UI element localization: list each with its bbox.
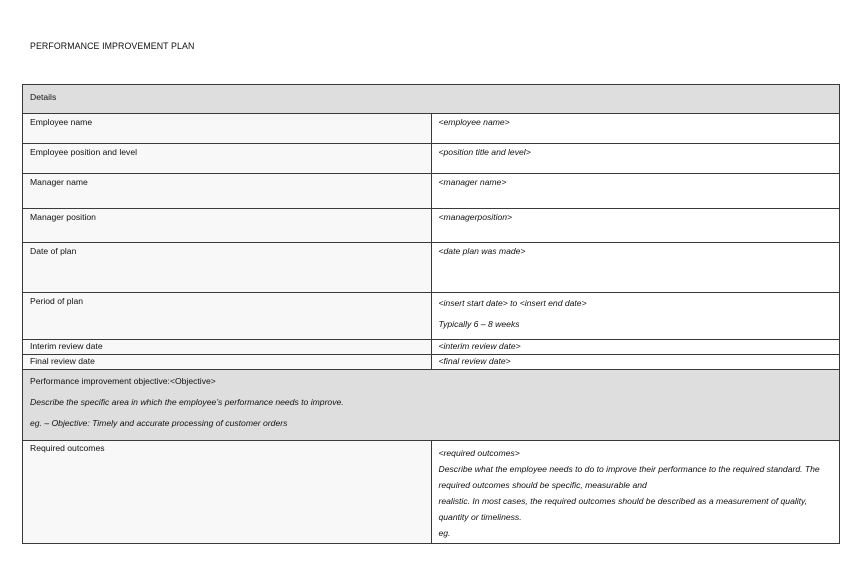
- manager-position-value[interactable]: <managerposition>: [431, 209, 840, 243]
- document-title: PERFORMANCE IMPROVEMENT PLAN: [30, 41, 195, 51]
- details-header-row: [23, 85, 840, 114]
- period-of-plan-row: [23, 293, 840, 340]
- interim-review-label: Interim review date: [23, 340, 432, 355]
- objective-cell[interactable]: [23, 370, 840, 441]
- manager-name-value[interactable]: <manager name>: [431, 174, 840, 209]
- objective-heading: [30, 376, 832, 387]
- required-outcomes-placeholder: <required outcomes>: [438, 448, 520, 458]
- manager-name-label: Manager name: [23, 174, 432, 209]
- objective-example: eg. – Objective: Timely and accurate processing of customer orders: [30, 418, 288, 428]
- interim-review-row: [23, 340, 840, 355]
- period-of-plan-cell[interactable]: [431, 293, 840, 340]
- employee-name-row: [23, 114, 840, 144]
- objective-label: Performance improvement objective:: [30, 376, 170, 386]
- details-header: Details: [23, 85, 840, 114]
- employee-position-value[interactable]: <position title and level>: [431, 144, 840, 174]
- required-outcomes-example: eg.: [438, 528, 451, 538]
- date-of-plan-label: Date of plan: [23, 243, 432, 293]
- objective-placeholder: <Objective>: [169, 376, 216, 386]
- employee-name-label: Employee name: [23, 114, 432, 144]
- manager-position-label: Manager position: [23, 209, 432, 243]
- date-of-plan-row: [23, 243, 840, 293]
- final-review-value[interactable]: <final review date>: [431, 355, 840, 370]
- date-of-plan-value[interactable]: <date plan was made>: [431, 243, 840, 293]
- period-of-plan-note: Typically 6 – 8 weeks: [438, 319, 520, 329]
- interim-review-value[interactable]: <interim review date>: [431, 340, 840, 355]
- period-of-plan-value: <insert start date> to <insert end date>: [438, 298, 587, 308]
- objective-row: [23, 370, 840, 441]
- required-outcomes-description-1: Describe what the employee needs to do to improve their performance to the required standard. The required outcomes should be specific, measurable and: [438, 464, 820, 490]
- final-review-row: [23, 355, 840, 370]
- manager-position-row: [23, 209, 840, 243]
- period-of-plan-label: Period of plan: [23, 293, 432, 340]
- required-outcomes-cell[interactable]: [431, 441, 840, 544]
- objective-description: Describe the specific area in which the employee’s performance needs to improve.: [30, 397, 344, 407]
- required-outcomes-description-2: realistic. In most cases, the required outcomes should be described as a measurement of quality, quantity or timeliness.: [438, 496, 808, 522]
- manager-name-row: [23, 174, 840, 209]
- employee-position-label: Employee position and level: [23, 144, 432, 174]
- required-outcomes-label: Required outcomes: [23, 441, 432, 544]
- required-outcomes-row: [23, 441, 840, 544]
- employee-name-value[interactable]: <employee name>: [431, 114, 840, 144]
- final-review-label: Final review date: [23, 355, 432, 370]
- performance-plan-table: [22, 84, 840, 544]
- employee-position-row: [23, 144, 840, 174]
